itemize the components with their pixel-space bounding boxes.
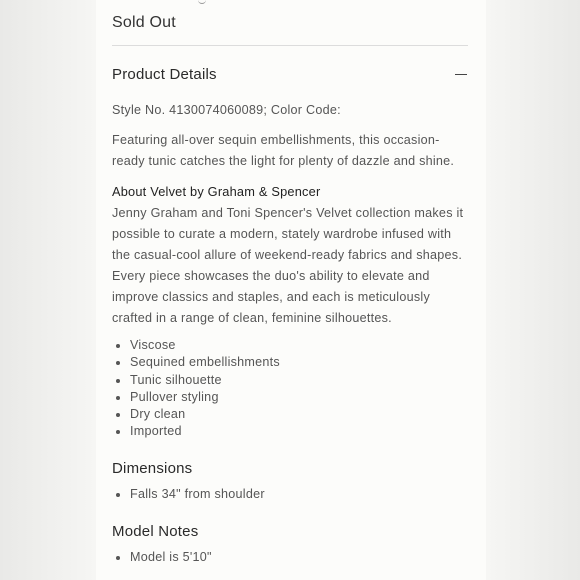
- dimensions-list: [112, 486, 486, 503]
- model-notes-list: [112, 549, 486, 566]
- clipped-glyph: [198, 0, 206, 4]
- list-item: • Pullover styling: [130, 389, 486, 406]
- list-item: • Sequined embellishments: [130, 354, 486, 371]
- feature-list: [112, 337, 486, 441]
- about-brand-title: About Velvet by Graham & Spencer: [112, 184, 321, 199]
- divider: [112, 45, 468, 46]
- minus-icon[interactable]: [454, 67, 468, 81]
- list-item: • Dry clean: [130, 406, 486, 423]
- product-description: Featuring all-over sequin embellishments, this occasion-ready tunic catches the light for plenty of dazzle and shine.: [112, 133, 455, 168]
- model-notes-title: Model Notes: [112, 523, 199, 540]
- about-brand-body: Jenny Graham and Toni Spencer's Velvet collection makes it possible to curate a modern, stately wardrobe infused with the casual-cool allure of weekend-ready fabrics and shapes. Every piece showcases the duo's ability to elevate and improve classics and staples, and each is meticulously crafted in a range of clean, feminine silhouettes.: [112, 206, 464, 325]
- product-details-title: Product Details: [112, 65, 217, 83]
- list-item: • Tunic silhouette: [130, 372, 486, 389]
- style-number: Style No. 4130074060089; Color Code:: [112, 103, 341, 117]
- left-margin: [0, 0, 96, 580]
- list-item: • Model is 5'10": [130, 549, 486, 566]
- product-details-header[interactable]: [112, 63, 468, 85]
- list-item: • Imported: [130, 423, 486, 440]
- list-item: • Falls 34" from shoulder: [130, 486, 486, 503]
- sold-out-status: Sold Out: [112, 14, 176, 31]
- list-item: • Viscose: [130, 337, 486, 354]
- dimensions-title: Dimensions: [112, 460, 193, 477]
- product-info-panel: [96, 0, 486, 580]
- right-margin: [486, 0, 580, 580]
